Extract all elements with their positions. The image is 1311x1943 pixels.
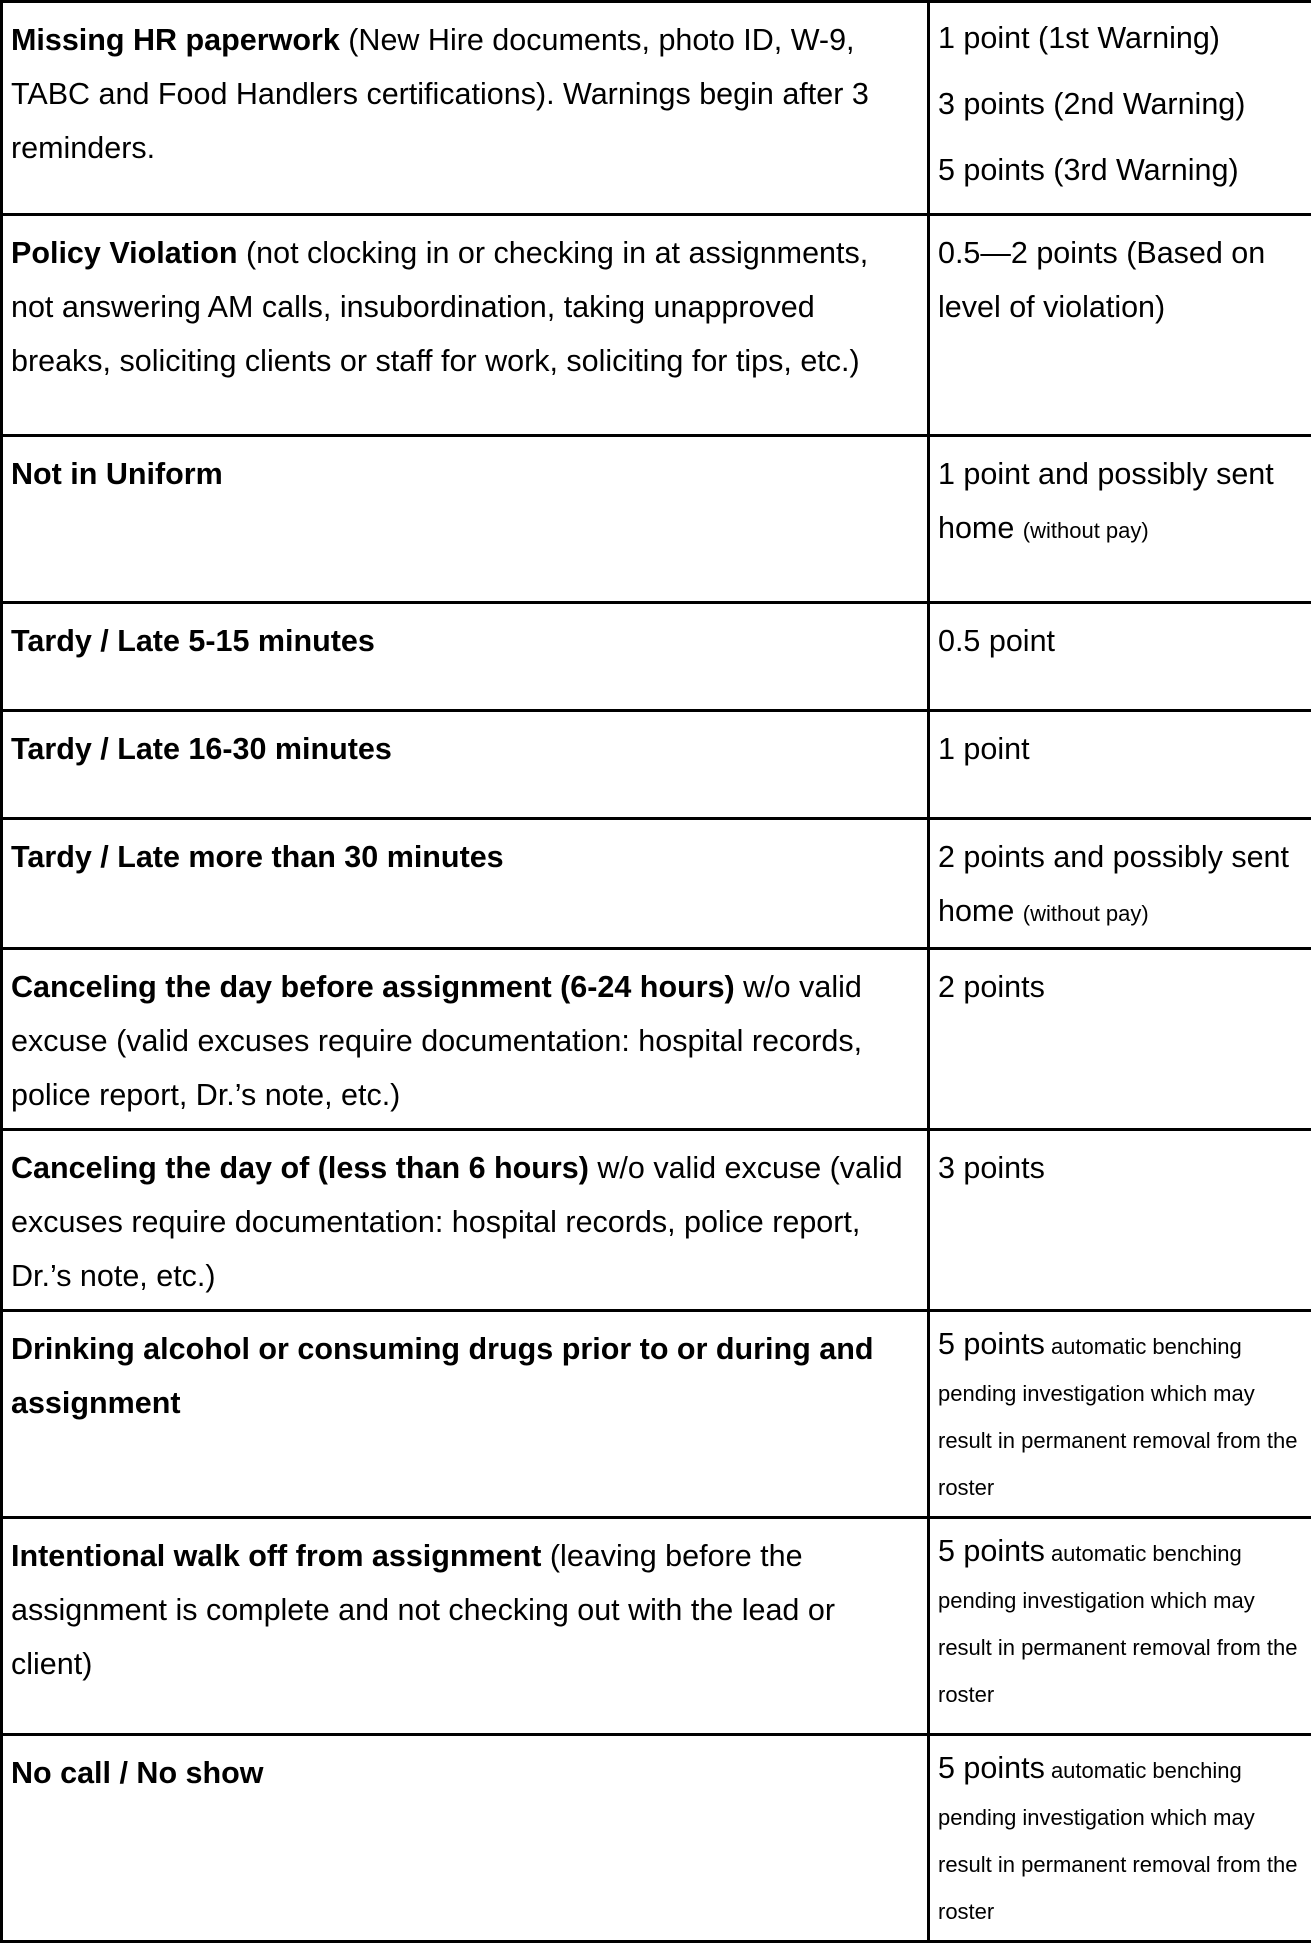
points-qualifier: (without pay) [1023,518,1149,543]
offense-cell [2,949,929,1130]
offense-title: Drinking alcohol or consuming drugs prior to or during and assignment [11,1332,873,1420]
points-value: 0.5—2 points (Based on level of violation) [938,236,1265,324]
offense-description: (leaving before the assignment is complete and not checking out with the lead or client) [11,1539,835,1681]
table-row [2,819,1311,949]
points-value: 5 points [938,1327,1045,1361]
offense-title: Missing HR paperwork [11,23,340,57]
offense-title: Tardy / Late 5-15 minutes [11,624,375,658]
offense-cell [2,1518,929,1735]
offense-cell [2,215,929,436]
points-value: 0.5 point [938,624,1055,658]
table-row [2,603,1311,711]
table-row [2,1311,1311,1518]
points-note: automatic benching pending investigation which may result in permanent removal from the roster [938,1541,1298,1707]
points-value: 2 points and possibly sent home [938,840,1289,928]
offense-description: (New Hire documents, photo ID, W-9, TABC and Food Handlers certifications). Warnings begin after 3 reminders. [11,23,869,165]
points-cell [929,1518,1311,1735]
offense-title: Tardy / Late 16-30 minutes [11,732,392,766]
table-row [2,1518,1311,1735]
points-value: 5 points [938,1534,1045,1568]
points-note: automatic benching pending investigation which may result in permanent removal from the roster [938,1334,1298,1500]
points-value: 1 point and possibly sent home [938,457,1274,545]
offense-description: w/o valid excuse (valid excuses require documentation: hospital records, police report, Dr.’s note, etc.) [11,1151,903,1293]
offense-description: w/o valid excuse (valid excuses require documentation: hospital records, police report, Dr.’s note, etc.) [11,970,862,1112]
points-cell [929,819,1311,949]
points-qualifier: (without pay) [1023,901,1149,926]
points-cell [929,1130,1311,1311]
table-row [2,215,1311,436]
table-row [2,949,1311,1130]
points-line: 1 point (1st Warning) [938,11,1303,65]
points-value: 5 points [938,1751,1045,1785]
offense-title: Canceling the day of (less than 6 hours) [11,1151,589,1185]
points-cell [929,215,1311,436]
table-row [2,711,1311,819]
points-cell [929,603,1311,711]
points-cell [929,1311,1311,1518]
points-cell [929,949,1311,1130]
offense-cell [2,819,929,949]
offense-cell [2,2,929,215]
points-cell [929,436,1311,603]
points-line: 5 points (3rd Warning) [938,143,1303,197]
offense-cell [2,1311,929,1518]
table-row [2,1735,1311,1942]
offense-title: Canceling the day before assignment (6-24 hours) [11,970,735,1004]
offense-title: Not in Uniform [11,457,223,491]
points-value: 2 points [938,970,1045,1004]
points-cell [929,1735,1311,1942]
offense-cell [2,1735,929,1942]
table-row [2,2,1311,215]
offense-cell [2,436,929,603]
points-value: 1 point [938,732,1030,766]
offense-title: Tardy / Late more than 30 minutes [11,840,504,874]
table-row [2,436,1311,603]
offense-cell [2,603,929,711]
points-value: 3 points [938,1151,1045,1185]
offense-title: Intentional walk off from assignment [11,1539,541,1573]
offense-cell [2,711,929,819]
points-line: 3 points (2nd Warning) [938,77,1303,131]
offense-description: (not clocking in or checking in at assignments, not answering AM calls, insubordination, taking unapproved breaks, soliciting clients or staff for work, soliciting for tips, etc.) [11,236,868,378]
table-row [2,1130,1311,1311]
offense-title: No call / No show [11,1756,264,1790]
offense-cell [2,1130,929,1311]
points-note: automatic benching pending investigation which may result in permanent removal from the roster [938,1758,1298,1924]
offense-title: Policy Violation [11,236,238,270]
points-cell [929,711,1311,819]
points-cell [929,2,1311,215]
